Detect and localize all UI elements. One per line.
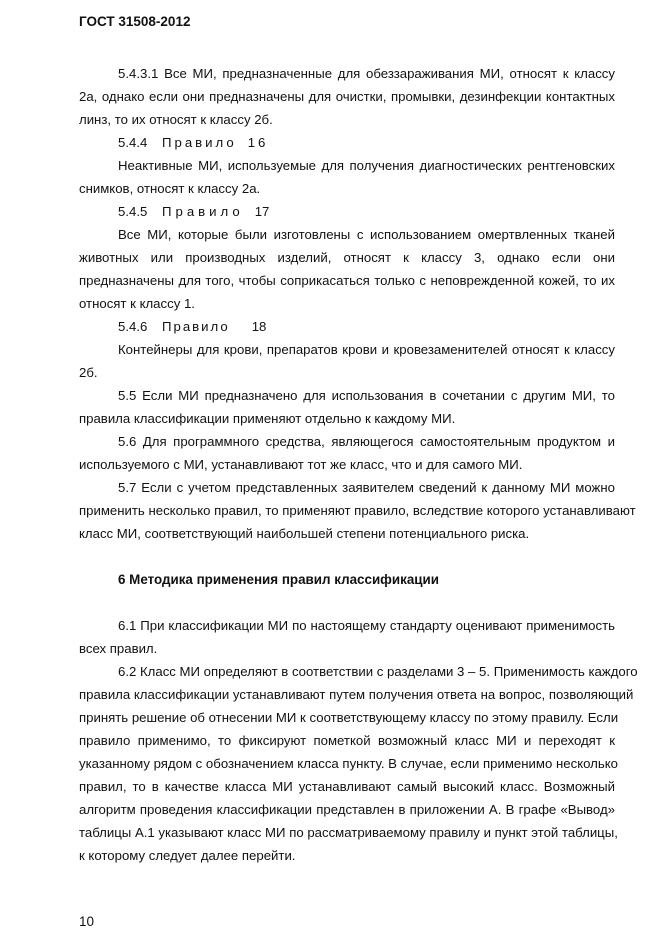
paragraph-line: правило применимо, то фиксируют пометкой возможный класс МИ и переходят к <box>79 733 615 748</box>
paragraph-line: 5.5 Если МИ предназначено для использования в сочетании с другим МИ, то <box>118 388 615 403</box>
paragraph-line: 5.6 Для программного средства, являющегося самостоятельным продуктом и <box>118 434 615 449</box>
rule-word: Правило <box>162 204 244 219</box>
paragraph-line: животных или производных изделий, относят к классу 3, однако если они <box>79 250 615 265</box>
page-number: 10 <box>79 914 95 929</box>
paragraph-line: 2б. <box>79 365 98 380</box>
paragraph-line: указанному рядом с обозначением класса пункту. В случае, если применимо несколько <box>79 756 618 771</box>
paragraph-line: таблицы А.1 указывают класс МИ по рассматриваемому правилу и пункт этой таблицы, <box>79 825 618 840</box>
rule-index: 16 <box>247 135 269 150</box>
paragraph-line: правила классификации применяют отдельно к каждому МИ. <box>79 411 456 426</box>
paragraph-line: 2а, однако если они предназначены для очистки, промывки, дезинфекции контактных <box>79 89 615 104</box>
rule-number: 5.4.5 <box>118 204 148 219</box>
paragraph-line: используемого с МИ, устанавливают тот же класс, что и для самого МИ. <box>79 457 523 472</box>
paragraph-line: правил, то в качестве класса МИ устанавливают самый высокий класс. Возможный <box>79 779 615 794</box>
paragraph-line: принять решение об отнесении МИ к соответствующему классу по этому правилу. Если <box>79 710 619 725</box>
rule-heading-18 <box>118 319 266 335</box>
paragraph-line: 6.2 Класс МИ определяют в соответствии с разделами 3 – 5. Применимость каждого <box>118 664 638 679</box>
paragraph-line: алгоритм проведения классификации представлен в приложении А. В графе «Вывод» <box>79 802 615 817</box>
rule-heading-16 <box>118 135 268 151</box>
paragraph-line: класс МИ, соответствующий наибольшей степени потенциального риска. <box>79 526 530 541</box>
rule-word: Правило <box>162 135 237 150</box>
paragraph-line: относят к классу 1. <box>79 296 195 311</box>
rule-word: Правило <box>162 319 230 334</box>
rule-number: 5.4.4 <box>118 135 148 150</box>
paragraph-line: 5.4.3.1 Все МИ, предназначенные для обеззараживания МИ, относят к классу <box>118 66 615 81</box>
paragraph-line: Неактивные МИ, используемые для получения диагностических рентгеновских <box>118 158 615 173</box>
paragraph-line: 5.7 Если с учетом представленных заявителем сведений к данному МИ можно <box>118 480 615 495</box>
rule-index: 18 <box>251 319 267 334</box>
paragraph-line: правила классификации устанавливают путем получения ответа на вопрос, позволяющий <box>79 687 634 702</box>
rule-heading-17 <box>118 204 269 220</box>
paragraph-line: Все МИ, которые были изготовлены с использованием омертвленных тканей <box>118 227 615 242</box>
paragraph-line: снимков, относят к классу 2а. <box>79 181 261 196</box>
section-heading: 6 Методика применения правил классификации <box>118 572 439 587</box>
paragraph-line: Контейнеры для крови, препаратов крови и кровезаменителей относят к классу <box>118 342 615 357</box>
paragraph-line: к которому следует далее перейти. <box>79 848 296 863</box>
document-header: ГОСТ 31508-2012 <box>79 14 191 29</box>
paragraph-line: линз, то их относят к классу 2б. <box>79 112 273 127</box>
paragraph-line: 6.1 При классификации МИ по настоящему стандарту оценивают применимость <box>118 618 615 633</box>
rule-number: 5.4.6 <box>118 319 148 334</box>
paragraph-line: предназначены для того, чтобы соприкасаться только с неповрежденной кожей, то их <box>79 273 615 288</box>
paragraph-line: всех правил. <box>79 641 158 656</box>
rule-index: 17 <box>254 204 270 219</box>
paragraph-line: применить несколько правил, то применяют правило, вследствие которого устанавливают <box>79 503 636 518</box>
